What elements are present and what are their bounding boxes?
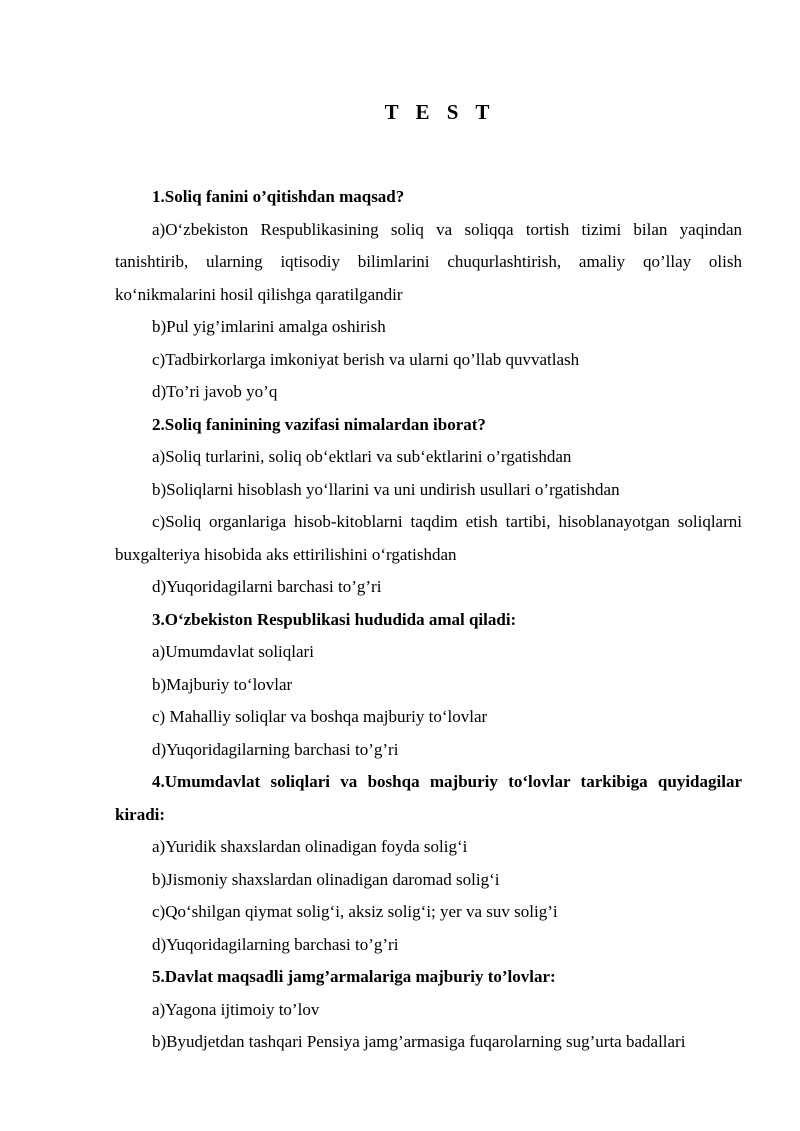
question-2: 2.Soliq faninining vazifasi nimalardan iborat? (152, 414, 486, 434)
question-3-answer-b: b)Majburiy to‘lovlar (152, 674, 293, 694)
question-1-answer-a: a)O‘zbekiston Respublikasining soliq va soliqqa tortish tizimi bilan yaqindan tanishtirib, ularning iqtisodiy bilimlarini chuqurlashtirish, amaliy qo’llay olish ko‘nikmalarini hosil qilishga qaratilgandir (115, 219, 742, 304)
test-content (115, 181, 742, 1059)
question-4-answer-b: b)Jismoniy shaxslardan olinadigan daromad solig‘i (152, 869, 500, 889)
page-title: T E S T (384, 100, 496, 124)
question-4: 4.Umumdavlat soliqlari va boshqa majburiy to‘lovlar tarkibiga quyidagilar kiradi: (115, 772, 742, 824)
question-4-answer-c: c)Qo‘shilgan qiymat solig‘i, aksiz solig‘i; yer va suv solig’i (152, 902, 558, 921)
question-3-answer-d: d)Yuqoridagilarning barchasi to’g’ri (152, 739, 399, 759)
question-3: 3.O‘zbekiston Respublikasi hududida amal qiladi: (152, 609, 517, 629)
question-1-answer-b: b)Pul yig’imlarini amalga oshirish (152, 317, 386, 336)
question-3-answer-c: c) Mahalliy soliqlar va boshqa majburiy to‘lovlar (152, 707, 488, 726)
question-1-answer-c: c)Tadbirkorlarga imkoniyat berish va ularni qo’llab quvvatlash (152, 349, 580, 369)
question-5-answer-b: b)Byudjetdan tashqari Pensiya jamg’armasiga fuqarolarning sug’urta badallari (152, 1032, 686, 1051)
question-4-answer-d: d)Yuqoridagilarning barchasi to’g’ri (152, 934, 399, 954)
question-3-answer-a: a)Umumdavlat soliqlari (152, 642, 314, 661)
question-2-answer-b: b)Soliqlarni hisoblash yo‘llarini va uni undirish usullari o’rgatishdan (152, 479, 620, 499)
question-2-answer-d: d)Yuqoridagilarni barchasi to’g’ri (152, 577, 382, 596)
question-5: 5.Davlat maqsadli jamg’armalariga majburiy to’lovlar: (152, 967, 556, 986)
question-4-answer-a: a)Yuridik shaxslardan olinadigan foyda solig‘i (152, 837, 468, 856)
question-5-answer-a: a)Yagona ijtimoiy to’lov (152, 999, 320, 1019)
question-2-answer-c: c)Soliq organlariga hisob-kitoblarni taqdim etish tartibi, hisoblanayotgan soliqlarni buxgalteriya hisobida aks ettirilishini o‘rgatishdan (115, 512, 742, 564)
question-1: 1.Soliq fanini o’qitishdan maqsad? (152, 187, 405, 206)
question-2-answer-a: a)Soliq turlarini, soliq ob‘ektlari va sub‘ektlarini o’rgatishdan (152, 447, 572, 466)
question-1-answer-d: d)To’ri javob yo’q (152, 382, 278, 401)
